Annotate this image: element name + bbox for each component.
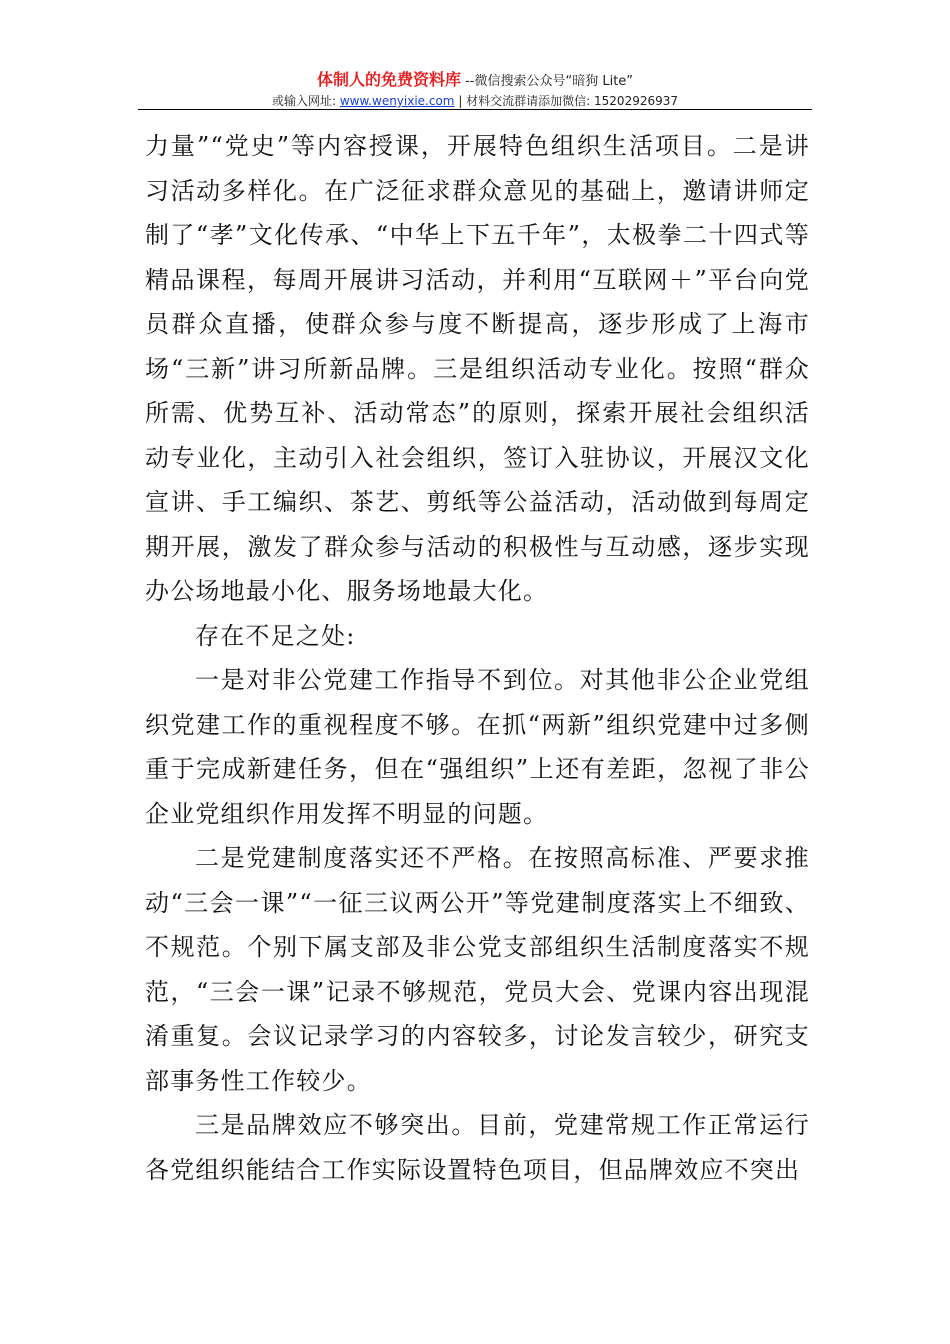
page-header [138,70,812,110]
header-subtitle: --微信搜索公众号“暗狗 Lite” [460,74,634,89]
paragraph-shortcoming-1: 一是对非公党建工作指导不到位。对其他非公企业党组织党建工作的重视程度不够。在抓“两新”组织党建中过多侧重于完成新建任务，但在“强组织”上还有差距，忽视了非公企业党组织作用发挥不明显的问题。 [145,666,810,828]
header-url-suffix: | 材料交流群请添加微信: 15202926937 [454,94,679,108]
header-title: 体制人的免费资料库 [316,70,461,89]
header-divider [138,109,812,110]
paragraph-shortcoming-2: 二是党建制度落实还不严格。在按照高标准、严要求推动“三会一课”“一征三议两公开”等党建制度落实上不细致、不规范。个别下属支部及非公党支部组织生活制度落实不规范，“三会一课”记录不够规范，党员大会、党课内容出现混淆重复。会议记录学习的内容较多，讨论发言较少，研究支部事务性工作较少。 [145,844,810,1095]
header-url-link[interactable]: www.wenyixie.com [339,94,455,108]
paragraph-continuation: 力量”“党史”等内容授课，开展特色组织生活项目。二是讲习活动多样化。在广泛征求群众意见的基础上，邀请讲师定制了“孝”文化传承、“中华上下五千年”，太极拳二十四式等精品课程，每周开展讲习活动，并利用“互联网＋”平台向党员群众直播，使群众参与度不断提高，逐步形成了上海市场“三新”讲习所新品牌。三是组织活动专业化。按照“群众所需、优势互补、活动常态”的原则，探索开展社会组织活动专业化，主动引入社会组织，签订入驻协议，开展汉文化宣讲、手工编织、茶艺、剪纸等公益活动，活动做到每周定期开展，激发了群众参与活动的积极性与互动感，逐步实现办公场地最小化、服务场地最大化。 [145,132,810,605]
paragraph-shortcomings-heading: 存在不足之处: [195,621,356,650]
header-line-1 [138,70,812,91]
paragraph-shortcoming-3: 三是品牌效应不够突出。目前，党建常规工作正常运行各党组织能结合工作实际设置特色项目，但品牌效应不突出 [145,1111,810,1184]
header-line-2 [138,92,812,110]
header-url-prefix: 或输入网址: [271,94,340,108]
document-body [145,124,810,1192]
